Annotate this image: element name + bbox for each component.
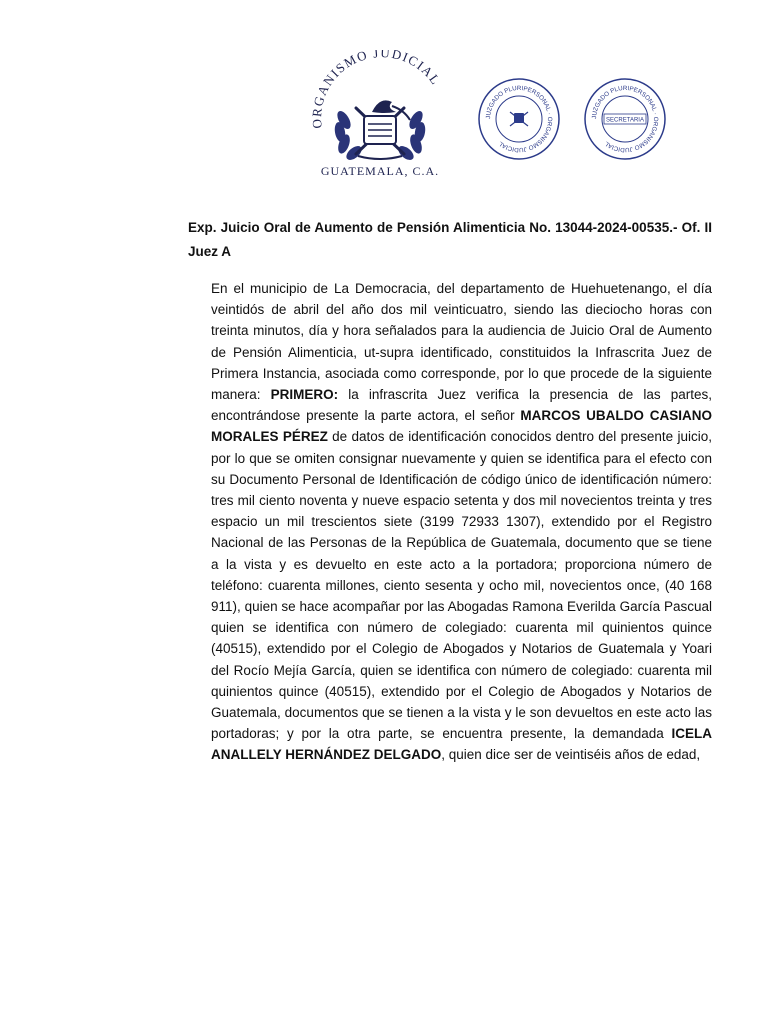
seal-2-text: JUZGADO PLURIPERSONAL · ORGANISMO JUDICIAL bbox=[590, 84, 660, 154]
defendant-name: ICELA ANALLELY HERNÁNDEZ DELGADO bbox=[211, 726, 712, 763]
body-paragraph-1: En el municipio de La Democracia, del departamento de Huehuetenango, el día veintidós de abril del año dos mil veinticuatro, siendo las dieciocho horas con treinta minutos, día y hora señalados para la audiencia de Juicio Oral de Aumento de Pensión Alimenticia, ut-supra identificado, constituidos la Infrascrita Juez de Primera Instancia, asociada como corresponde, por lo que procede de la siguiente manera: bbox=[211, 281, 712, 403]
actor-name: MARCOS UBALDO CASIANO MORALES PÉREZ bbox=[211, 408, 712, 445]
seal-2-label: SECRETARIA bbox=[606, 117, 644, 124]
body-paragraph-3: de datos de identificación conocidos dentro del presente juicio, por lo que se omiten consignar nuevamente y quien se identifica para el efecto con su Documento Personal de Identificación de código único de identificación número: tres mil ciento noventa y nueve espacio setenta y dos mil novecientos treinta y tres espacio un mil trescientos siete (3199 72933 1307), extendido por el Registro Nacional de las Personas de la República de Guatemala, documento que se tiene a la vista y es devuelto en este acto a la portadora; proporciona número de teléfono: cuarenta millones, ciento sesenta y ocho mil, novecientos once, (40 168 911), quien se hace acompañar por las Abogadas Ramona Everilda García Pascual quien se identifica con número de colegiado: cuarenta mil quinientos quince (40515), extendido por el Colegio de Abogados y Notarios de Guatemala y Yoari del Rocío Mejía García, quien se identifica con número de colegiado: cuarenta mil quinientos quince (40515), extendido por el Colegio de Abogados y Notarios de Guatemala, documentos que se tienen a la vista y le son devueltos en este acto las portadoras; y por la otra parte, se encuentra presente, la demandada bbox=[211, 429, 713, 742]
seal-1-text: JUZGADO PLURIPERSONAL · ORGANISMO JUDICIAL bbox=[484, 84, 554, 154]
logo-bottom-text: GUATEMALA, C.A. bbox=[320, 164, 440, 178]
court-seal-icon bbox=[476, 76, 562, 162]
body-paragraph-2: la infrascrita Juez verifica la presencia de las partes, encontrándose presente la parte actora, el señor bbox=[211, 387, 712, 424]
court-seal-2 bbox=[582, 76, 668, 162]
body-paragraph-4: , quien dice ser de veintiséis años de edad, bbox=[441, 747, 701, 763]
document-header bbox=[0, 0, 768, 200]
guatemala-coat-of-arms-icon bbox=[300, 50, 460, 162]
primero-label: PRIMERO: bbox=[270, 387, 339, 403]
organismo-judicial-logo bbox=[300, 50, 460, 190]
logo-arc-text: ORGANISMO JUDICIAL bbox=[308, 50, 444, 130]
secretaria-seal-icon bbox=[582, 76, 668, 162]
case-heading: Exp. Juicio Oral de Aumento de Pensión Alimenticia No. 13044-2024-00535.- Of. II Juez A bbox=[188, 220, 712, 259]
court-seal-1 bbox=[476, 76, 562, 162]
document-body bbox=[211, 278, 712, 766]
